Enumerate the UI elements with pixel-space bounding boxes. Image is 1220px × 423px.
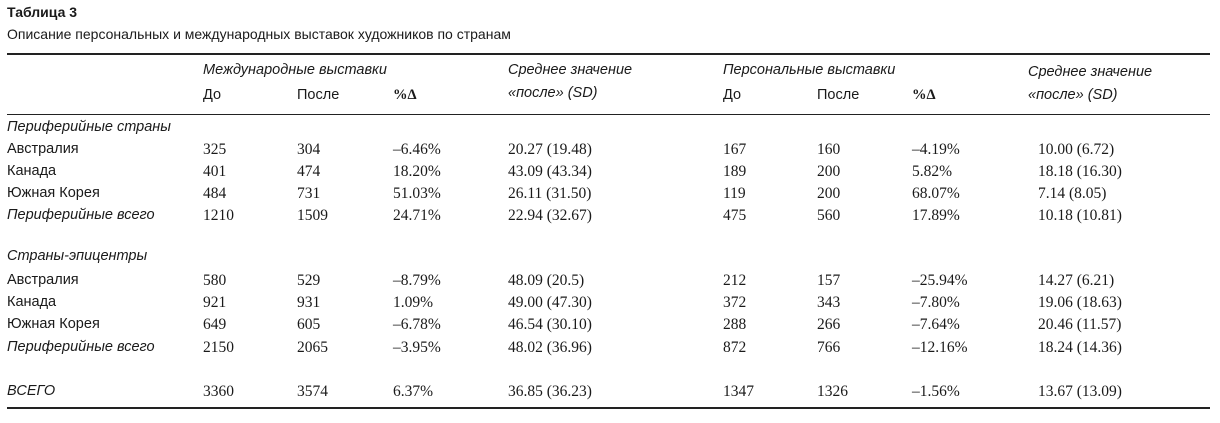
cell-intl-after: 1509: [297, 207, 328, 224]
cell-pers-mean: 10.00 (6.72): [1038, 141, 1115, 158]
cell-intl-after: 2065: [297, 339, 328, 356]
cell-intl-after: 304: [297, 141, 321, 158]
cell-pers-before: 189: [723, 163, 747, 180]
cell-pers-mean: 18.24 (14.36): [1038, 339, 1122, 356]
cell-intl-after: 931: [297, 294, 321, 311]
cell-pers-before: 288: [723, 316, 747, 333]
cell-pers-pct: 5.82%: [912, 163, 953, 180]
cell-pers-before: 212: [723, 272, 747, 289]
cell-pers-pct: 17.89%: [912, 207, 960, 224]
header-pers-mean-line1: Среднее значение: [1028, 64, 1153, 80]
table-row: [0, 141, 1220, 163]
cell-pers-after: 560: [817, 207, 841, 224]
cell-intl-mean: 48.02 (36.96): [508, 339, 592, 356]
cell-pers-mean: 14.27 (6.21): [1038, 272, 1115, 289]
cell-pers-pct: 68.07%: [912, 185, 960, 202]
table-top-rule: [7, 53, 1210, 55]
cell-intl-after: 605: [297, 316, 321, 333]
header-intl-before: До: [203, 87, 222, 103]
cell-intl-after: 3574: [297, 383, 328, 400]
header-pers-group: Персональные выставки: [723, 62, 896, 78]
cell-pers-mean: 19.06 (18.63): [1038, 294, 1122, 311]
row-label: Австралия: [7, 141, 79, 157]
cell-intl-pct: 18.20%: [393, 163, 441, 180]
cell-pers-pct: –1.56%: [912, 383, 960, 400]
cell-pers-pct: –7.64%: [912, 316, 960, 333]
cell-pers-after: 266: [817, 316, 841, 333]
section-title: Страны-эпицентры: [7, 248, 148, 264]
cell-pers-mean: 18.18 (16.30): [1038, 163, 1122, 180]
table-row: [0, 339, 1220, 361]
cell-intl-pct: 1.09%: [393, 294, 434, 311]
table-bottom-rule: [7, 407, 1210, 409]
table-row: [0, 294, 1220, 316]
cell-intl-before: 921: [203, 294, 227, 311]
cell-pers-after: 200: [817, 185, 841, 202]
cell-intl-pct: –6.78%: [393, 316, 441, 333]
cell-intl-pct: –3.95%: [393, 339, 441, 356]
cell-intl-after: 731: [297, 185, 321, 202]
cell-intl-mean: 20.27 (19.48): [508, 141, 592, 158]
row-label: Австралия: [7, 272, 79, 288]
cell-intl-mean: 43.09 (43.34): [508, 163, 592, 180]
cell-intl-mean: 22.94 (32.67): [508, 207, 592, 224]
table-row: [0, 163, 1220, 185]
table-row: [0, 185, 1220, 207]
cell-pers-mean: 13.67 (13.09): [1038, 383, 1122, 400]
cell-intl-after: 474: [297, 163, 321, 180]
header-intl-after: После: [297, 87, 340, 103]
cell-intl-mean: 49.00 (47.30): [508, 294, 592, 311]
header-intl-group: Международные выставки: [203, 62, 387, 78]
cell-intl-mean: 36.85 (36.23): [508, 383, 592, 400]
row-label: Южная Корея: [7, 316, 100, 332]
cell-intl-mean: 46.54 (30.10): [508, 316, 592, 333]
cell-pers-pct: –4.19%: [912, 141, 960, 158]
row-label: Периферийные всего: [7, 207, 155, 223]
cell-intl-pct: –6.46%: [393, 141, 441, 158]
table-caption-title: Таблица 3: [7, 4, 78, 20]
header-pers-after: После: [817, 87, 860, 103]
cell-intl-pct: 51.03%: [393, 185, 441, 202]
header-pers-mean-line2: «после» (SD): [1028, 87, 1118, 103]
cell-pers-after: 157: [817, 272, 841, 289]
cell-intl-before: 580: [203, 272, 227, 289]
header-intl-pct: %Δ: [393, 87, 417, 103]
header-intl-mean-line2: «после» (SD): [508, 85, 598, 101]
cell-pers-before: 167: [723, 141, 747, 158]
cell-intl-pct: 24.71%: [393, 207, 441, 224]
section-title: Периферийные страны: [7, 119, 171, 135]
cell-pers-before: 475: [723, 207, 747, 224]
row-label: Канада: [7, 163, 57, 179]
row-label: Периферийные всего: [7, 339, 155, 355]
table-row: [0, 207, 1220, 229]
header-pers-before: До: [723, 87, 742, 103]
cell-pers-after: 1326: [817, 383, 848, 400]
cell-intl-pct: 6.37%: [393, 383, 434, 400]
header-pers-pct: %Δ: [912, 87, 936, 103]
cell-pers-before: 119: [723, 185, 746, 202]
cell-intl-before: 2150: [203, 339, 234, 356]
cell-pers-mean: 20.46 (11.57): [1038, 316, 1122, 333]
cell-pers-pct: –7.80%: [912, 294, 960, 311]
row-label: ВСЕГО: [7, 383, 56, 399]
cell-pers-pct: –12.16%: [912, 339, 968, 356]
cell-intl-before: 325: [203, 141, 227, 158]
table-row: [0, 316, 1220, 338]
row-label: Канада: [7, 294, 57, 310]
cell-pers-after: 200: [817, 163, 841, 180]
cell-intl-before: 649: [203, 316, 227, 333]
cell-intl-after: 529: [297, 272, 321, 289]
cell-intl-pct: –8.79%: [393, 272, 441, 289]
row-label: Южная Корея: [7, 185, 100, 201]
cell-pers-before: 372: [723, 294, 747, 311]
cell-intl-before: 484: [203, 185, 227, 202]
cell-intl-before: 401: [203, 163, 227, 180]
cell-pers-before: 872: [723, 339, 747, 356]
cell-pers-after: 160: [817, 141, 841, 158]
header-intl-mean-line1: Среднее значение: [508, 62, 633, 78]
table-caption-subtitle: Описание персональных и международных выставок художников по странам: [7, 26, 511, 42]
cell-intl-before: 1210: [203, 207, 234, 224]
cell-intl-before: 3360: [203, 383, 234, 400]
table-total-row: [0, 383, 1220, 405]
cell-pers-after: 766: [817, 339, 841, 356]
cell-pers-mean: 10.18 (10.81): [1038, 207, 1122, 224]
cell-intl-mean: 48.09 (20.5): [508, 272, 585, 289]
cell-pers-after: 343: [817, 294, 841, 311]
cell-intl-mean: 26.11 (31.50): [508, 185, 592, 202]
cell-pers-pct: –25.94%: [912, 272, 968, 289]
cell-pers-before: 1347: [723, 383, 754, 400]
cell-pers-mean: 7.14 (8.05): [1038, 185, 1107, 202]
table-row: [0, 272, 1220, 294]
table-header-rule: [7, 114, 1210, 115]
